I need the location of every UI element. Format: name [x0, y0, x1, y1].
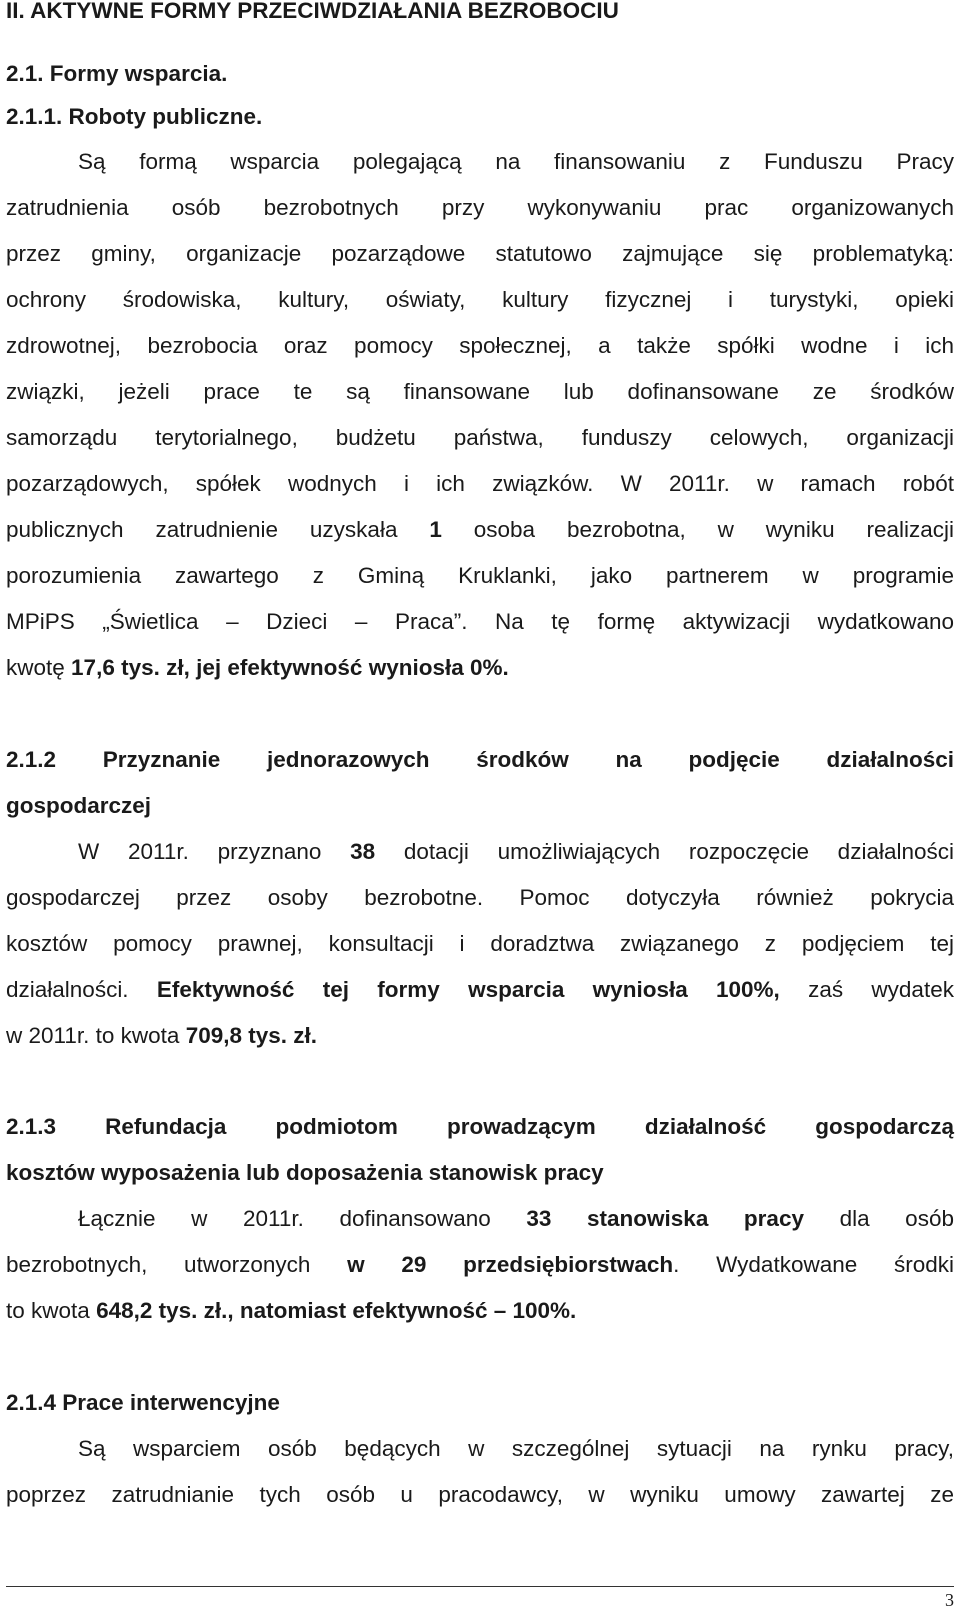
subsection-title-2-1-3-cont: kosztów wyposażenia lub doposażenia stanowisk pracy [6, 1160, 604, 1185]
text-run: kwotę [6, 655, 65, 680]
paragraph-line [78, 1204, 954, 1234]
subsection-title-2-1-2: 2.1.2 Przyznanie jednorazowych środków na podjęcie działalności [6, 747, 954, 772]
paragraph-line: MPiPS „Świetlica – Dzieci – Praca”. Na tę formę aktywizacji wydatkowano [6, 609, 954, 634]
paragraph-line: kosztów pomocy prawnej, konsultacji i doradztwa związanego z podjęciem tej [6, 931, 954, 956]
subsection-title-2-1-2-cont: gospodarczej [6, 793, 152, 818]
subsection-title-2-1-1: 2.1.1. Roboty publiczne. [6, 104, 263, 129]
text-run: . Wydatkowane środki [673, 1252, 954, 1277]
emphasis-amount: 648,2 tys. zł., natomiast efektywność – 100%. [96, 1298, 577, 1323]
emphasis-count: 38 [350, 839, 376, 864]
text-run: dla osób [839, 1206, 954, 1231]
paragraph-line [6, 975, 954, 1005]
text-run: dotacji umożliwiających rozpoczęcie działalności [403, 839, 954, 864]
emphasis-amount: 17,6 tys. zł [71, 655, 184, 680]
paragraph-line: poprzez zatrudnianie tych osób u pracodawcy, w wyniku umowy zawartej ze [6, 1482, 954, 1507]
footer-divider [6, 1586, 954, 1587]
paragraph-line [6, 515, 954, 545]
emphasis-count: 33 stanowiska pracy [526, 1206, 804, 1231]
text-run: Łącznie w 2011r. dofinansowano [78, 1206, 491, 1231]
page-number: 3 [945, 1590, 954, 1610]
paragraph-line [6, 1250, 954, 1280]
text-run: osoba bezrobotna, w wyniku realizacji [473, 517, 954, 542]
paragraph-line: zdrowotnej, bezrobocia oraz pomocy społecznej, a także spółki wodne i ich [6, 333, 954, 358]
subsection-title-2-1-3: 2.1.3 Refundacja podmiotom prowadzącym działalność gospodarczą [6, 1114, 954, 1139]
emphasis-amount: 709,8 tys. zł. [185, 1023, 318, 1048]
paragraph-line: przez gminy, organizacje pozarządowe statutowo zajmujące się problematyką: [6, 241, 954, 266]
emphasis-efficiency: Efektywność tej formy wsparcia wyniosła 100%, [156, 977, 780, 1002]
text-run: to kwota [6, 1298, 90, 1323]
paragraph-line: Są formą wsparcia polegającą na finansowaniu z Funduszu Pracy [78, 149, 954, 174]
paragraph-line: zatrudnienia osób bezrobotnych przy wykonywaniu prac organizowanych [6, 195, 954, 220]
text-run: W 2011r. przyznano [78, 839, 322, 864]
paragraph-line: związki, jeżeli prace te są finansowane lub dofinansowane ze środków [6, 379, 954, 404]
chapter-title: II. AKTYWNE FORMY PRZECIWDZIAŁANIA BEZROBOCIU [6, 0, 619, 23]
paragraph-line [6, 1296, 954, 1326]
paragraph-line [6, 653, 954, 683]
paragraph-line: porozumienia zawartego z Gminą Kruklanki, jako partnerem w programie [6, 563, 954, 588]
paragraph-line: ochrony środowiska, kultury, oświaty, kultury fizycznej i turystyki, opieki [6, 287, 954, 312]
emphasis-count: 1 [429, 517, 442, 542]
emphasis-efficiency: , jej efektywność wyniosła 0%. [183, 655, 509, 680]
text-run: działalności. [6, 977, 129, 1002]
text-run: bezrobotnych, utworzonych [6, 1252, 311, 1277]
paragraph-line: gospodarczej przez osoby bezrobotne. Pomoc dotyczyła również pokrycia [6, 885, 954, 910]
text-run: w 2011r. to kwota [6, 1023, 180, 1048]
paragraph-line [6, 1021, 954, 1051]
paragraph-line [78, 837, 954, 867]
section-title: 2.1. Formy wsparcia. [6, 61, 228, 86]
paragraph-line: samorządu terytorialnego, budżetu państwa, funduszy celowych, organizacji [6, 425, 954, 450]
subsection-title-2-1-4: 2.1.4 Prace interwencyjne [6, 1390, 280, 1415]
paragraph-line: pozarządowych, spółek wodnych i ich związków. W 2011r. w ramach robót [6, 471, 954, 496]
emphasis-count: w 29 przedsiębiorstwach [347, 1252, 674, 1277]
text-run: publicznych zatrudnienie uzyskała [6, 517, 398, 542]
text-run: zaś wydatek [808, 977, 954, 1002]
paragraph-line: Są wsparciem osób będących w szczególnej sytuacji na rynku pracy, [78, 1436, 954, 1461]
